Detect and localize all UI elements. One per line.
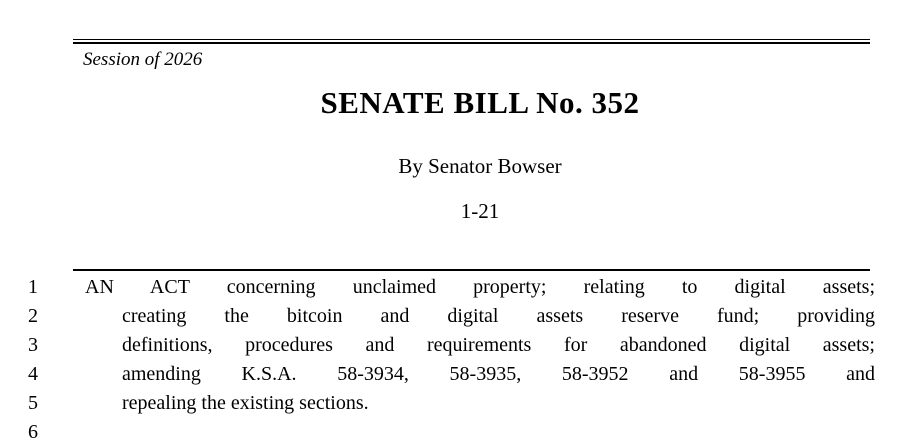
line-text [85, 418, 875, 440]
bill-text-line [0, 331, 914, 360]
bill-text-line [0, 418, 914, 440]
line-number: 1 [28, 276, 38, 298]
bill-title: SENATE BILL No. 352 [320, 85, 640, 120]
body-divider-rule [73, 269, 870, 271]
bill-text-line [0, 360, 914, 389]
session-label: Session of 2026 [83, 49, 203, 70]
line-number: 3 [28, 334, 38, 356]
line-number: 4 [28, 363, 38, 385]
line-number: 6 [28, 421, 38, 440]
line-text: AN ACT concerning unclaimed property; relating to digital assets; [85, 276, 875, 298]
bill-sponsor-byline: By Senator Bowser [398, 154, 562, 178]
bill-date-code: 1-21 [460, 199, 500, 223]
line-number: 5 [28, 392, 38, 414]
line-text: repealing the existing sections. [122, 392, 369, 414]
top-double-rule [73, 39, 870, 44]
line-text: creating the bitcoin and digital assets reserve fund; providing [122, 305, 875, 327]
bill-text-line [0, 273, 914, 302]
bill-text-line [0, 302, 914, 331]
bill-text-body [0, 273, 914, 440]
bill-text-line [0, 389, 914, 418]
line-number: 2 [28, 305, 38, 327]
line-text: definitions, procedures and requirements for abandoned digital assets; [122, 334, 875, 356]
line-text: amending K.S.A. 58-3934, 58-3935, 58-3952 and 58-3955 and [122, 363, 875, 385]
